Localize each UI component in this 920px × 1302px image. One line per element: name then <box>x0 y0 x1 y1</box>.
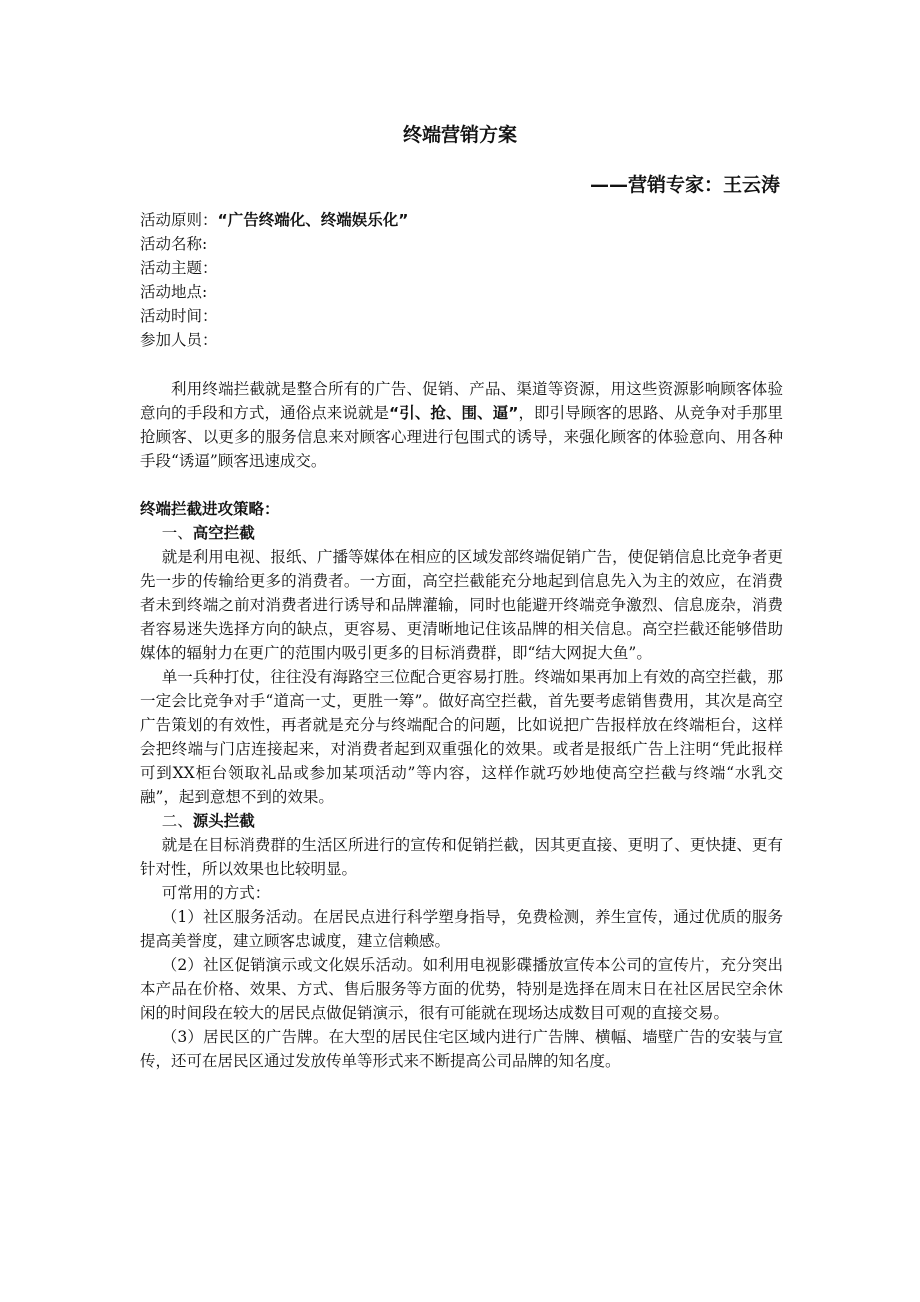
info-value: “广告终端化、终端娱乐化” <box>217 211 409 229</box>
intro-highlight: “引、抢、围、逼” <box>389 404 519 422</box>
info-row-participants <box>140 328 408 352</box>
strategy-section <box>140 497 783 1073</box>
paragraph: 单一兵种打仗，往往没有海路空三位配合更容易打胜。终端如果再加上有效的高空拦截，那一定会比竞争对手“道高一丈，更胜一筹”。做好高空拦截，首先要考虑销售费用，其次是高空广告策划的有效性，再者就是充分与终端配合的问题，比如说把广告报样放在终端柜台，这样会把终端与门店连接起来，对消费者起到双重强化的效果。或者是报纸广告上注明“凭此报样可到XX柜台领取礼品或参加某项活动”等内容，这样作就巧妙地使高空拦截与终端“水乳交融”，起到意想不到的效果。 <box>140 668 783 806</box>
info-label: 活动主题： <box>140 259 218 277</box>
list-item: （3）居民区的广告牌。在大型的居民住宅区域内进行广告牌、横幅、墙壁广告的安装与宣传，还可在居民区通过发放传单等形式来不断提高公司品牌的知名度。 <box>140 1028 783 1070</box>
info-label: 活动名称: <box>140 235 208 253</box>
info-label: 活动地点: <box>140 283 208 301</box>
info-row-location <box>140 280 408 304</box>
intro-section <box>140 377 783 473</box>
info-row-name <box>140 232 408 256</box>
paragraph: 就是利用电视、报纸、广播等媒体在相应的区域发部终端促销广告，使促销信息比竞争者更先一步的传输给更多的消费者。一方面，高空拦截能充分地起到信息先入为主的效应，在消费者未到终端之前对消费者进行诱导和品牌灌输，同时也能避开终端竞争激烈、信息庞杂，消费者容易迷失选择方向的缺点，更容易、更清晰地记住该品牌的相关信息。高空拦截还能够借助媒体的辐射力在更广的范围内吸引更多的目标消费群，即“结大网捉大鱼”。 <box>140 548 783 662</box>
activity-info-list <box>140 208 408 352</box>
info-label: 活动时间： <box>140 307 218 325</box>
info-row-theme <box>140 256 408 280</box>
section-heading-source: 二、源头拦截 <box>161 812 255 830</box>
strategy-heading: 终端拦截进攻策略： <box>140 500 280 518</box>
intro-paragraph: 利用终端拦截就是整合所有的广告、促销、产品、渠道等资源，用这些资源影响顾客体验意向的手段和方式，通俗点来说就是“引、抢、围、逼”，即引导顾客的思路、从竞争对手那里抢顾客、以更多的服务信息来对顾客心理进行包围式的诱导，来强化顾客的体验意向、用各种手段“诱逼”顾客迅速成交。 <box>140 380 783 470</box>
info-label: 活动原则： <box>140 211 218 229</box>
list-item: （1）社区服务活动。在居民点进行科学塑身指导，免费检测，养生宣传，通过优质的服务提高美誉度，建立顾客忠诚度，建立信赖感。 <box>140 908 783 950</box>
list-item: （2）社区促销演示或文化娱乐活动。如利用电视影碟播放宣传本公司的宣传片，充分突出本产品在价格、效果、方式、售后服务等方面的优势，特别是选择在周末日在社区居民空余休闲的时间段在较大的居民点做促销演示，很有可能就在现场达成数目可观的直接交易。 <box>140 956 783 1022</box>
document-title: 终端营销方案 <box>402 124 517 146</box>
paragraph: 就是在目标消费群的生活区所进行的宣传和促销拦截，因其更直接、更明了、更快捷、更有针对性，所以效果也比较明显。 <box>140 836 783 878</box>
document-author: ——营销专家：王云涛 <box>589 174 780 196</box>
info-label: 参加人员： <box>140 331 218 349</box>
paragraph: 可常用的方式： <box>161 884 271 902</box>
info-row-time <box>140 304 408 328</box>
info-row-principle <box>140 208 408 232</box>
section-heading-high-altitude: 一、高空拦截 <box>161 524 255 542</box>
